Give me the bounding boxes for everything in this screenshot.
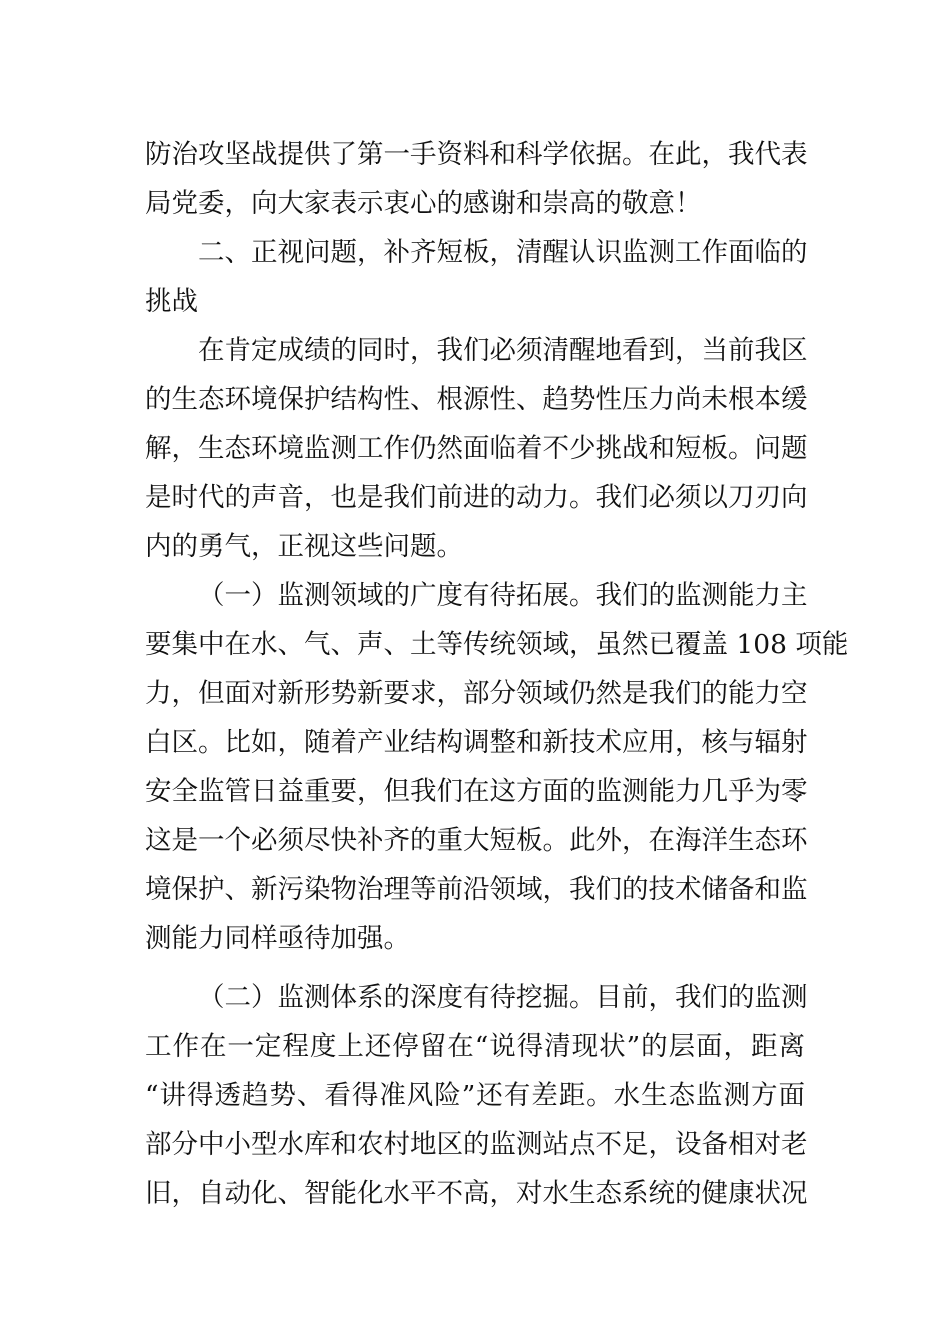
text-line: 在肯定成绩的同时，我们必须清醒地看到，当前我区 — [198, 335, 808, 366]
text-line: 是时代的声音，也是我们前进的动力。我们必须以刀刃向 — [145, 482, 808, 513]
text-line: 力，但面对新形势新要求，部分领域仍然是我们的能力空 — [145, 678, 808, 709]
text-line: 白区。比如，随着产业结构调整和新技术应用，核与辐射 — [145, 727, 808, 758]
text-line: 境保护、新污染物治理等前沿领域，我们的技术储备和监 — [145, 874, 808, 905]
text-line: 工作在一定程度上还停留在“说得清现状”的层面，距离 — [145, 1031, 805, 1062]
text-line: 的生态环境保护结构性、根源性、趋势性压力尚未根本缓 — [145, 384, 808, 415]
text-line: 解，生态环境监测工作仍然面临着不少挑战和短板。问题 — [145, 433, 808, 464]
text-line: 测能力同样亟待加强。 — [145, 923, 410, 954]
text-line: 安全监管日益重要，但我们在这方面的监测能力几乎为零 — [145, 776, 808, 807]
text-line: 旧，自动化、智能化水平不高，对水生态系统的健康状况 — [145, 1178, 808, 1209]
text-line: 防治攻坚战提供了第一手资料和科学依据。在此，我代表 — [145, 139, 808, 170]
text-line: “讲得透趋势、看得准风险”还有差距。水生态监测方面 — [145, 1080, 805, 1111]
text-line: 要集中在水、气、声、土等传统领域，虽然已覆盖 108 项能 — [145, 629, 849, 660]
text-line: 部分中小型水库和农村地区的监测站点不足，设备相对老 — [145, 1129, 808, 1160]
text-line: 这是一个必须尽快补齐的重大短板。此外，在海洋生态环 — [145, 825, 808, 856]
subsection-heading: （二）监测体系的深度有待挖掘。目前，我们的监测 — [198, 982, 808, 1013]
text-line: 内的勇气，正视这些问题。 — [145, 531, 463, 562]
subsection-heading: （一）监测领域的广度有待拓展。我们的监测能力主 — [198, 580, 808, 611]
text-line: 局党委，向大家表示衷心的感谢和崇高的敬意！ — [145, 188, 702, 219]
section-heading: 二、正视问题，补齐短板，清醒认识监测工作面临的 — [198, 237, 808, 268]
section-heading-continued: 挑战 — [145, 286, 198, 317]
